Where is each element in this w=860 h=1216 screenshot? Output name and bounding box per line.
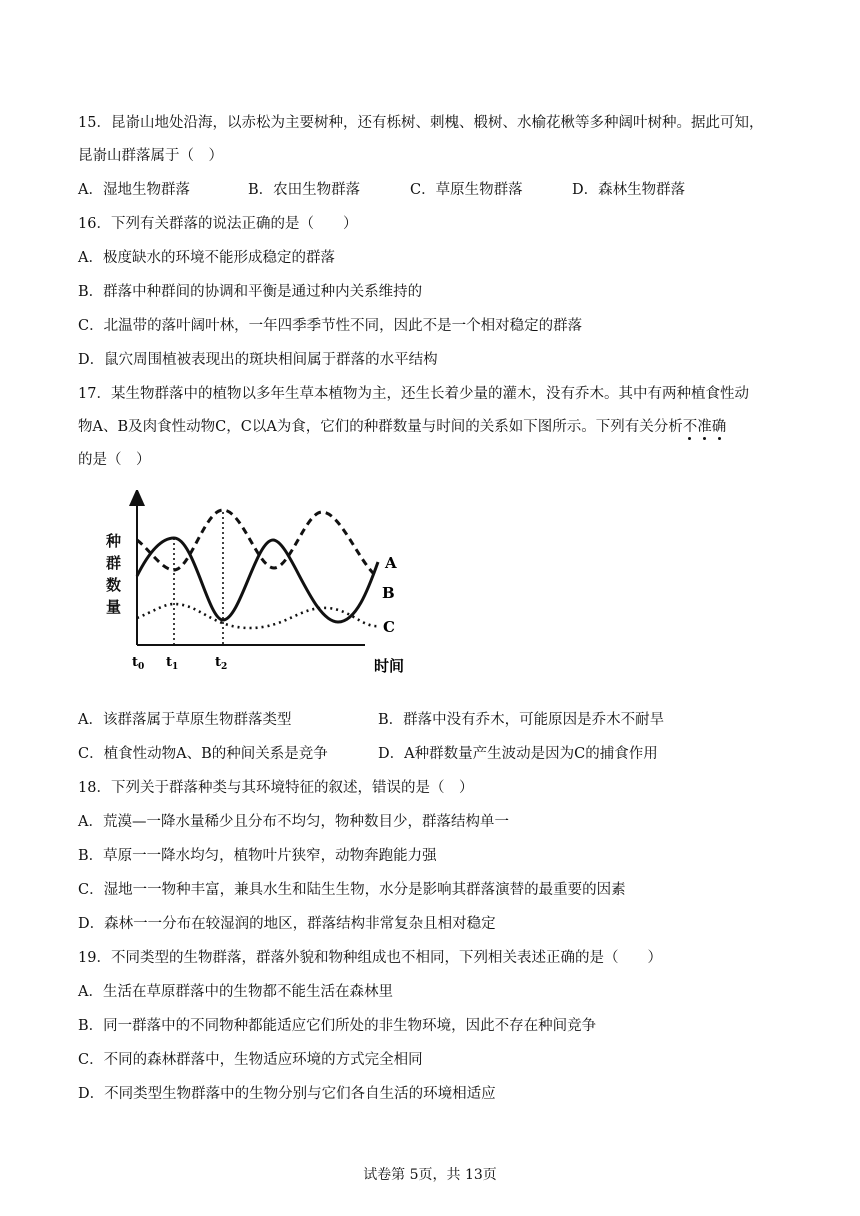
q17-stem-line3: 的是（ ）	[78, 452, 151, 468]
q18-option-b: B．草原一一降水均匀，植物叶片狭窄，动物奔跑能力强	[78, 848, 437, 864]
q17-stem-line2-text: 物A、B及肉食性动物C，C以A为食，它们的种群数量与时间的关系如下图所示。下列有关分析	[78, 419, 683, 435]
population-chart	[100, 490, 430, 685]
q19-option-c: C．不同的森林群落中，生物适应环境的方式完全相同	[78, 1052, 423, 1068]
q15-option-c: C．草原生物群落	[410, 182, 523, 198]
q17-emphasis-text: 不准确	[683, 419, 727, 435]
x-tick-t1: $t_1$	[166, 655, 179, 672]
q18-option-d: D．森林一一分布在较湿润的地区，群落结构非常复杂且相对稳定	[78, 916, 496, 932]
q15-stem-line1: 15．昆嵛山地处沿海，以赤松为主要树种，还有栎树、刺槐、椴树、水榆花楸等多种阔叶树种。据此可知，	[78, 115, 764, 131]
series-a-label: A	[385, 554, 397, 572]
x-axis-label: 时间	[374, 657, 405, 675]
q16-option-b: B．群落中种群间的协调和平衡是通过种内关系维持的	[78, 284, 423, 300]
x-tick-t2: $t_2$	[215, 655, 228, 672]
q17-stem-line2	[78, 418, 726, 436]
q17-stem-line1: 17．某生物群落中的植物以多年生草本植物为主，还生长着少量的灌木，没有乔木。其中有两种植食性动	[78, 386, 749, 402]
q17-option-c: C．植食性动物A、B的种间关系是竞争	[78, 746, 328, 762]
x-tick-t0: $t_0$	[132, 655, 145, 672]
q15-stem-line2: 昆嵛山群落属于（ ）	[78, 148, 223, 164]
series-c-label: C	[383, 618, 395, 636]
page-footer: 试卷第 5页，共 13页	[363, 1167, 497, 1183]
y-axis-label: 种 群 数 量	[106, 532, 122, 616]
q17-option-a: A．该群落属于草原生物群落类型	[78, 712, 292, 728]
q15-option-d: D．森林生物群落	[572, 182, 686, 198]
q16-option-d: D．鼠穴周围植被表现出的斑块相间属于群落的水平结构	[78, 352, 438, 368]
q19-option-d: D．不同类型生物群落中的生物分别与它们各自生活的环境相适应	[78, 1086, 496, 1102]
q16-option-a: A．极度缺水的环境不能形成稳定的群落	[78, 250, 335, 266]
q15-option-a: A．湿地生物群落	[78, 182, 190, 198]
series-b-label: B	[382, 584, 395, 602]
q19-option-b: B．同一群落中的不同物种都能适应它们所处的非生物环境，因此不存在种间竞争	[78, 1018, 597, 1034]
q19-stem: 19．不同类型的生物群落，群落外貌和物种组成也不相同，下列相关表述正确的是（ ）	[78, 950, 662, 966]
q15-option-b: B．农田生物群落	[248, 182, 361, 198]
series-b-line	[137, 510, 376, 576]
q17-option-d: D．A种群数量产生波动是因为C的捕食作用	[378, 746, 658, 762]
q18-stem: 18．下列关于群落种类与其环境特征的叙述，错误的是（ ）	[78, 780, 474, 796]
q16-option-c: C．北温带的落叶阔叶林，一年四季季节性不同，因此不是一个相对稳定的群落	[78, 318, 583, 334]
q18-option-a: A．荒漠—一降水量稀少且分布不均匀，物种数目少，群落结构单一	[78, 814, 509, 830]
q16-stem: 16．下列有关群落的说法正确的是（ ）	[78, 216, 358, 232]
q17-option-b: B．群落中没有乔木，可能原因是乔木不耐旱	[378, 712, 665, 728]
q19-option-a: A．生活在草原群落中的生物都不能生活在森林里	[78, 984, 393, 1000]
q18-option-c: C．湿地一一物种丰富，兼具水生和陆生生物，水分是影响其群落演替的最重要的因素	[78, 882, 626, 898]
